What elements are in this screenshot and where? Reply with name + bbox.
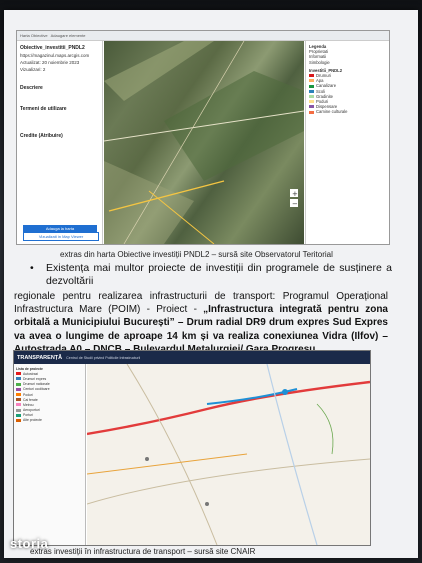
legend-item: Camine culturale [309,109,386,114]
project-color-swatch [16,403,21,406]
document-page [4,10,418,558]
legend-layer-name: Investitii_PNDL2 [309,67,343,73]
project-color-swatch [16,414,21,417]
project-color-swatch [16,409,21,412]
map-screenshot-pndl2 [16,30,390,245]
project-label: Drumuri nationale [23,382,50,387]
open-map-viewer-button[interactable]: Vizualizati in Map Viewer [23,232,99,241]
add-to-map-button[interactable]: Adauga la harta [23,225,97,232]
project-label: Cai ferate [23,397,38,402]
legend-swatch [309,100,314,103]
project-color-swatch [16,372,21,375]
legend-swatch [309,74,314,77]
legend-swatch [309,90,314,93]
project-label: Autostrazi [23,371,39,376]
paragraph-bold-text: „Infrastructura integrată pentru zona orbitală a Municipiului București” – Drum radial DR9 drum expres Sud Expres va avea o lungime de aproape 14 km și va realiza conexiunea Vidra (Ilfov) – [14,304,388,342]
legend-item: Scoli [309,89,386,94]
legend-item: Drumuri [309,73,386,78]
legend-swatch [309,111,314,114]
legend-item: Poduri [309,99,386,104]
project-color-swatch [16,393,21,396]
site-header [14,351,370,364]
project-color-swatch [16,419,21,422]
detail-line: https://magazinul.maps.arcgis.com [20,53,90,58]
legend-tab[interactable]: Simbologie [309,59,330,65]
item-details-panel [17,41,103,244]
project-list-panel [14,364,86,545]
map-overlay [104,41,304,244]
project-list-item[interactable] [16,418,83,423]
toolbar-subtitle: Adaugare elemente [50,33,86,38]
map-screenshot-cnair [13,350,371,546]
site-logo[interactable]: TRANSPARENȚĂ [17,354,63,361]
bullet-icon: • [30,262,34,274]
project-color-swatch [16,383,21,386]
legend-tab[interactable]: Proprietati [309,49,329,55]
project-label: Porturi [23,413,33,418]
legend-panel [305,41,389,244]
road-map [87,364,370,545]
screenshot-toolbar [17,31,389,41]
project-label: Drumuri expres [23,376,47,381]
figure-caption: extras investiții în infrastructura de transport – sursă site CNAIR [30,547,256,556]
legend-swatch [309,79,314,82]
project-label: Metrou [23,402,34,407]
detail-line: Actualizat: 20 noiembrie 2023 [20,60,80,65]
map-overlay [87,364,370,545]
svg-text:+: + [292,190,298,198]
project-color-swatch [16,377,21,380]
legend-swatch [309,95,314,98]
toolbar-title: Harta Obiective [20,33,48,38]
figure-caption: extras din harta Obiective investiții PNDL2 – sursă site Observatorul Teritorial [60,250,333,259]
project-label: Alte proiecte [23,418,42,423]
legend-item: Canalizare [309,83,386,88]
legend-item: Apa [309,78,386,83]
layer-title: Obiective_investitii_PNDL2 [20,45,85,51]
credits-label: Credite (Atribuire) [20,133,63,139]
legend-tab[interactable]: Informatii [309,54,327,60]
satellite-map [104,41,304,244]
project-color-swatch [16,398,21,401]
project-label: Aeroporturi [23,408,40,413]
legend-header: Legenda [309,44,327,49]
terms-label: Termeni de utilizare [20,106,67,112]
body-paragraph [14,290,388,356]
detail-line: Vizualizari: 2 [20,67,46,72]
project-list-header: Lista de proiecte [16,366,43,371]
description-label: Descriere [20,85,43,91]
bullet-text: Existența mai multor proiecte de investiții din programele de susținere a dezvoltării [46,262,392,287]
project-label: Poduri [23,392,33,397]
site-subtitle: Centrul de Studii privind Politicile Infrastructurii [66,355,141,360]
project-color-swatch [16,388,21,391]
legend-item: Dispensare [309,104,386,109]
project-label: Centuri ocolitoare [23,387,50,392]
legend-item: Gradinite [309,94,386,99]
legend-swatch [309,85,314,88]
legend-swatch [309,105,314,108]
paragraph-text: regionale pentru realizarea infrastructurii de transport: Programul Operațional Infrastructura Mare (POIM) - Proiect - [14,291,388,316]
svg-text:−: − [292,200,298,208]
storia-watermark: storia [10,536,49,551]
